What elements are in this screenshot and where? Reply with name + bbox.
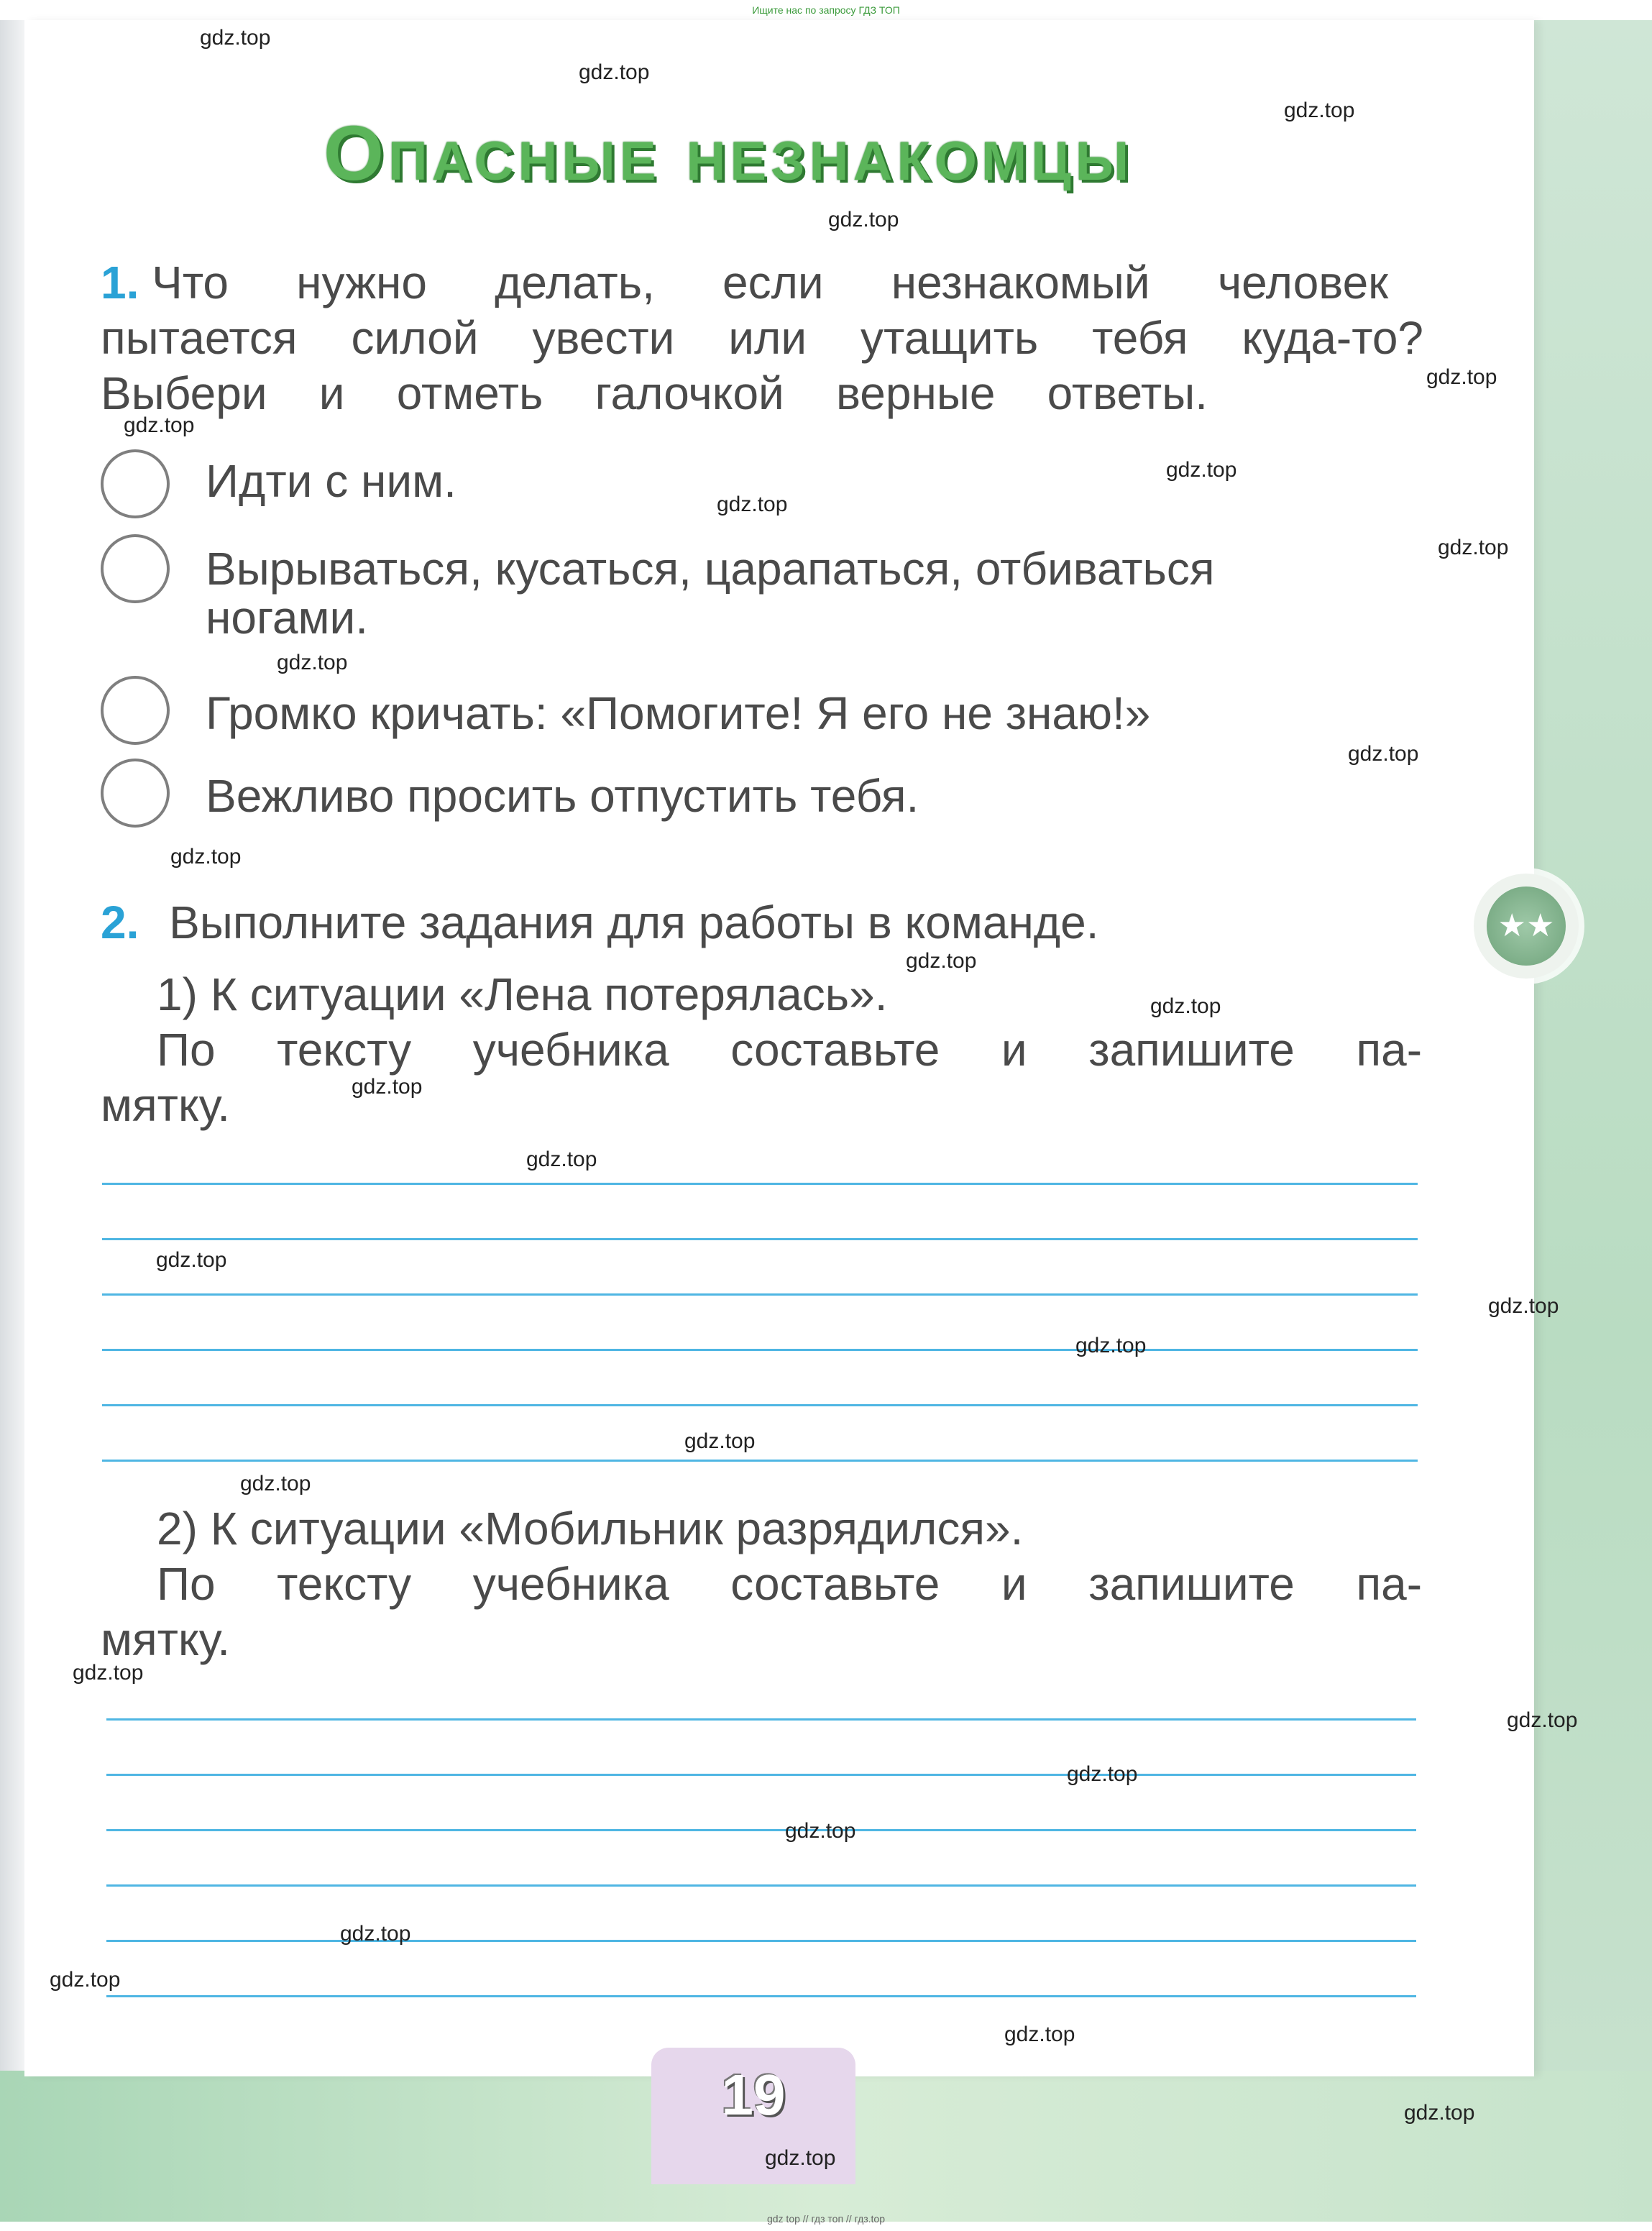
task2-sub1-instruction-end: мятку. <box>101 1079 231 1131</box>
watermark: gdz.top <box>1404 2101 1475 2125</box>
watermark: gdz.top <box>1004 2022 1075 2046</box>
watermark: gdz.top <box>1150 994 1221 1018</box>
answer-checkbox[interactable] <box>101 449 170 518</box>
watermark: gdz.top <box>73 1661 144 1685</box>
option-label-line1: Вырываться, кусаться, царапаться, отбиваться <box>206 543 1215 595</box>
watermark: gdz.top <box>50 1968 121 1992</box>
task1-text-line1: Что нужно делать, если незнакомый человек <box>152 257 1389 308</box>
write-line[interactable] <box>102 1293 1418 1296</box>
right-background <box>1517 20 1652 2220</box>
watermark: gdz.top <box>684 1429 756 1453</box>
write-line[interactable] <box>106 1718 1416 1721</box>
answer-checkbox[interactable] <box>101 534 170 603</box>
task2-sub2-instruction-end: мятку. <box>101 1613 231 1665</box>
watermark: gdz.top <box>156 1248 227 1272</box>
task2-sub1-instruction: По тексту учебника составьте и запишите па- <box>157 1024 1422 1076</box>
watermark: gdz.top <box>526 1147 597 1171</box>
watermark: gdz.top <box>828 208 899 232</box>
option-label: Громко кричать: «Помогите! Я его не знаю!» <box>206 687 1151 739</box>
write-line[interactable] <box>106 1829 1416 1831</box>
watermark: gdz.top <box>1075 1334 1147 1357</box>
watermark: gdz.top <box>200 26 271 50</box>
task1-text-line2: пытается силой увести или утащить тебя куда-то? <box>101 312 1423 364</box>
watermark: gdz.top <box>717 493 788 516</box>
watermark: gdz.top <box>352 1075 423 1099</box>
option-ask-politely[interactable] <box>101 759 1431 833</box>
watermark: gdz.top <box>906 949 977 973</box>
answer-checkbox[interactable] <box>101 759 170 828</box>
page-number: 19 <box>721 2063 786 2127</box>
answer-checkbox[interactable] <box>101 676 170 745</box>
write-line[interactable] <box>106 1884 1416 1887</box>
watermark: gdz.top <box>785 1819 856 1843</box>
write-line[interactable] <box>106 1940 1416 1942</box>
watermark: gdz.top <box>170 845 242 869</box>
task2-number: 2. <box>101 897 139 948</box>
option-label: Идти с ним. <box>206 455 456 507</box>
footer-text: gdz top // гдз топ // гдз.top <box>766 2213 886 2225</box>
task1-number: 1. <box>101 257 139 308</box>
watermark: gdz.top <box>1284 99 1355 122</box>
top-banner: Ищите нас по запросу ГДЗ ТОП <box>752 4 900 16</box>
write-line[interactable] <box>102 1238 1418 1240</box>
option-break-free[interactable] <box>101 534 1431 664</box>
task2-sub1-heading: 1) К ситуации «Лена потерялась». <box>157 968 888 1020</box>
write-line[interactable] <box>106 1995 1416 1997</box>
option-label-line2: ногами. <box>206 592 368 643</box>
page-left-edge <box>0 20 26 2076</box>
watermark: gdz.top <box>1348 742 1419 766</box>
option-label: Вежливо просить отпустить тебя. <box>206 770 919 822</box>
watermark: gdz.top <box>1507 1708 1578 1732</box>
task2-sub2-heading: 2) К ситуации «Мобильник разрядился». <box>157 1503 1024 1554</box>
watermark: gdz.top <box>277 651 348 674</box>
option-shout-for-help[interactable] <box>101 676 1431 751</box>
write-line[interactable] <box>102 1460 1418 1462</box>
watermark: gdz.top <box>579 60 650 84</box>
write-line[interactable] <box>102 1349 1418 1351</box>
task2-intro-row <box>101 895 1323 950</box>
watermark: gdz.top <box>240 1472 311 1495</box>
stars-medal-icon <box>1474 874 1579 979</box>
watermark: gdz.top <box>124 413 195 437</box>
task2-sub2-instruction: По тексту учебника составьте и запишите па- <box>157 1558 1422 1610</box>
write-line[interactable] <box>106 1774 1416 1776</box>
watermark: gdz.top <box>1067 1762 1138 1786</box>
page-title: Опасные незнакомцы <box>323 109 1134 196</box>
watermark: gdz.top <box>1166 458 1237 482</box>
task1-text-line3: Выбери и отметь галочкой верные ответы. <box>101 367 1208 419</box>
watermark: gdz.top <box>340 1922 411 1946</box>
write-line[interactable] <box>102 1404 1418 1406</box>
watermark: gdz.top <box>1488 1294 1559 1318</box>
watermark: gdz.top <box>1438 536 1509 559</box>
watermark: gdz.top <box>765 2146 836 2170</box>
star-icon: ★★ <box>1487 887 1566 966</box>
task1-line1 <box>101 255 1423 310</box>
write-line[interactable] <box>102 1183 1418 1185</box>
watermark: gdz.top <box>1426 365 1497 389</box>
task2-intro: Выполните задания для работы в команде. <box>169 897 1099 948</box>
